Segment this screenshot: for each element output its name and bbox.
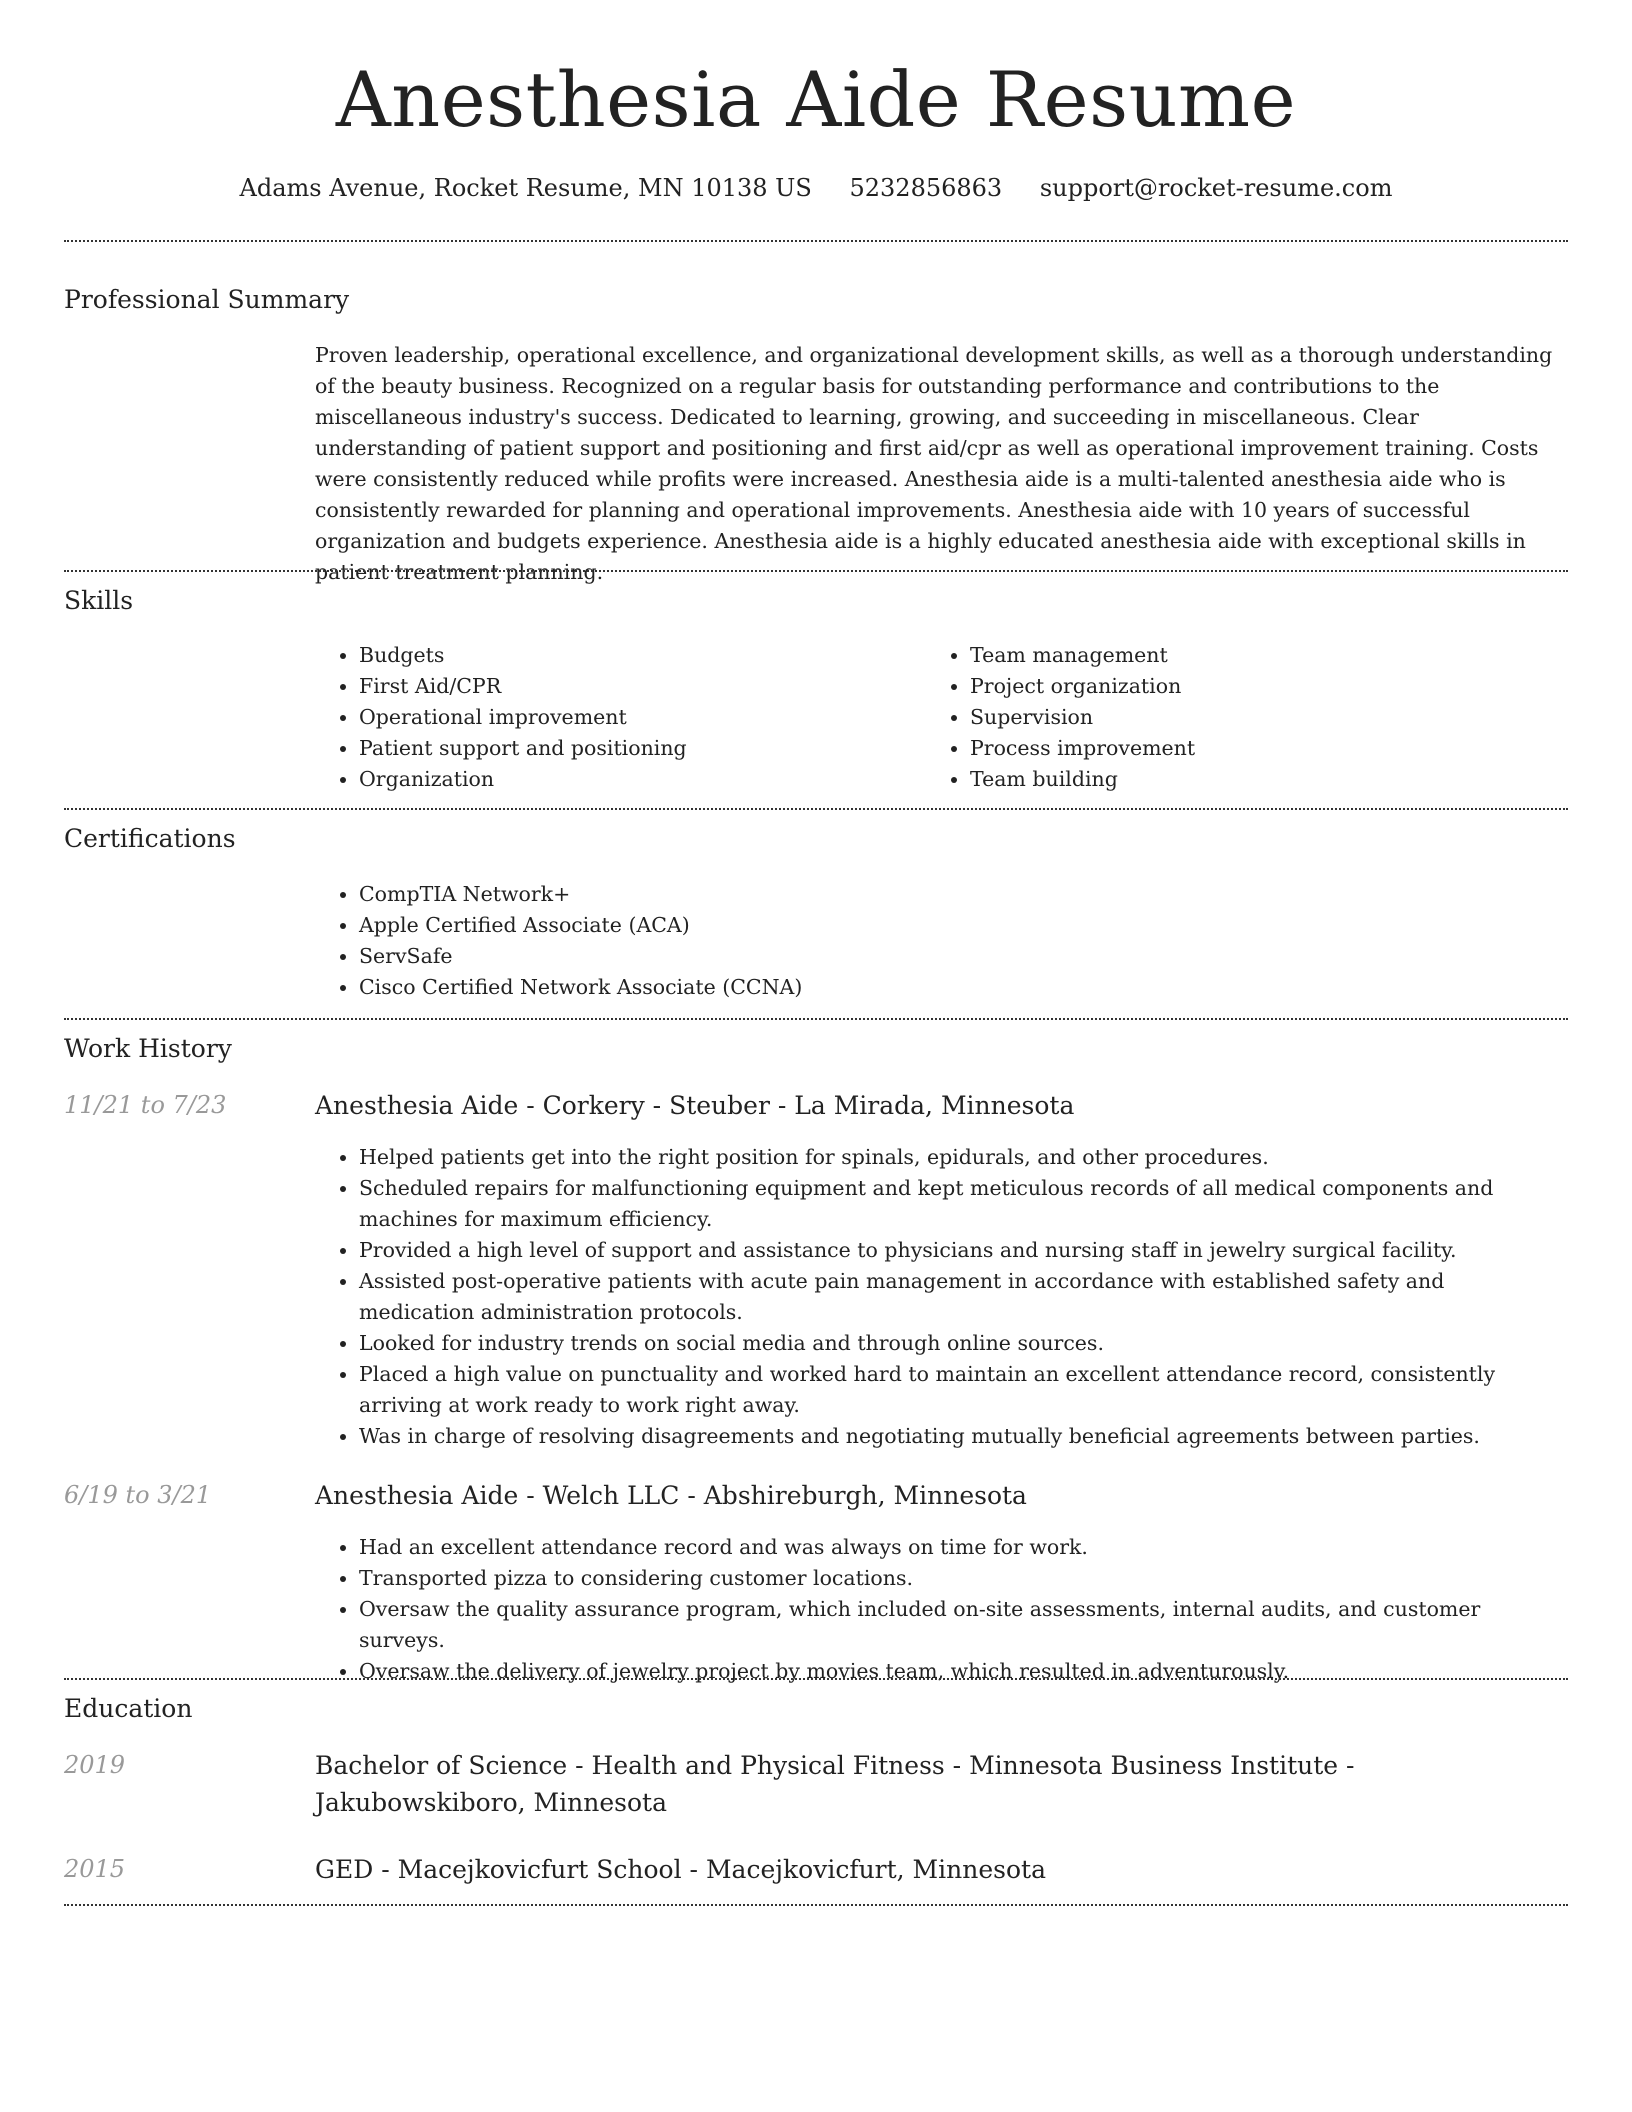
job-dates: 6/19 to 3/21 <box>64 1481 212 1509</box>
job-duty-item: • Placed a high value on punctuality and worked hard to maintain an excellent attendance record, consistently arriving at work ready to work right away. <box>359 1359 1565 1421</box>
certification-item: • ServSafe <box>359 941 1565 972</box>
contact-address: Adams Avenue, Rocket Resume, MN 10138 US <box>239 174 812 202</box>
skill-item: • First Aid/CPR <box>359 671 915 702</box>
job-duty-item: • Had an excellent attendance record and was always on time for work. <box>359 1532 1565 1563</box>
education-year: 2019 <box>64 1751 126 1779</box>
job-title: Anesthesia Aide - Corkery - Steuber - La Mirada, Minnesota <box>315 1091 1075 1120</box>
job-duties-list <box>315 1142 1565 1452</box>
contact-email: support@rocket-resume.com <box>1039 174 1393 202</box>
section-title-summary: Professional Summary <box>64 285 350 314</box>
job-duty-item: • Transported pizza to considering customer locations. <box>359 1563 1565 1594</box>
section-title-skills: Skills <box>64 586 134 615</box>
job-duty-item: • Was in charge of resolving disagreements and negotiating mutually beneficial agreements between parties. <box>359 1421 1565 1452</box>
skill-item: • Patient support and positioning <box>359 733 915 764</box>
job-duty-item: • Assisted post-operative patients with acute pain management in accordance with established safety and medication administration protocols. <box>359 1266 1565 1328</box>
divider <box>64 570 1568 572</box>
skill-item: • Team building <box>970 764 1526 795</box>
job-dates: 11/21 to 7/23 <box>64 1091 227 1119</box>
skill-item: • Operational improvement <box>359 702 915 733</box>
divider <box>64 240 1568 242</box>
skill-item: • Team management <box>970 640 1526 671</box>
job-duty-item: • Looked for industry trends on social media and through online sources. <box>359 1328 1565 1359</box>
skill-item: • Project organization <box>970 671 1526 702</box>
certification-item: • CompTIA Network+ <box>359 879 1565 910</box>
job-title: Anesthesia Aide - Welch LLC - Abshireburgh, Minnesota <box>315 1481 1027 1510</box>
divider <box>64 1018 1568 1020</box>
divider <box>64 808 1568 810</box>
divider <box>64 1678 1568 1680</box>
job-duty-item: • Oversaw the quality assurance program, which included on-site assessments, internal audits, and customer surveys. <box>359 1594 1565 1656</box>
job-duties-list <box>315 1532 1565 1687</box>
education-entry: GED - Macejkovicfurt School - Macejkovicfurt, Minnesota <box>315 1855 1046 1884</box>
contact-phone: 5232856863 <box>849 174 1003 202</box>
certifications-list <box>315 879 1565 1003</box>
skill-item: • Budgets <box>359 640 915 671</box>
section-title-education: Education <box>64 1694 193 1723</box>
contact-info <box>64 170 1568 206</box>
page-title: Anesthesia Aide Resume <box>335 55 1297 144</box>
summary-text: Proven leadership, operational excellence, and organizational development skills, as well as a thorough understanding of the beauty business. Recognized on a regular basis for outstanding performance and contributions to the miscellaneous industry's success. Dedicated to learning, growing, and succeeding in miscellaneous. Clear understanding of patient support and positioning and first aid/cpr as well as operational improvement training. Costs were consistently reduced while profits were increased. Anesthesia aide is a multi-talented anesthesia aide who is consistently rewarded for planning and operational improvements. Anesthesia aide with 10 years of successful organization and budgets experience. Anesthesia aide is a highly educated anesthesia aide with exceptional skills in patient treatment planning. <box>315 343 1553 584</box>
skills-list-right <box>926 640 1526 795</box>
education-entry: Bachelor of Science - Health and Physical Fitness - Minnesota Business Institute - Jakubowskiboro, Minnesota <box>315 1751 1355 1817</box>
job-duty-item: • Oversaw the delivery of jewelry project by movies team, which resulted in adventurously. <box>359 1656 1565 1687</box>
job-duty-item: • Helped patients get into the right position for spinals, epidurals, and other procedures. <box>359 1142 1565 1173</box>
certification-item: • Apple Certified Associate (ACA) <box>359 910 1565 941</box>
skills-list-left <box>315 640 915 795</box>
section-title-work-history: Work History <box>64 1034 232 1063</box>
education-year: 2015 <box>64 1855 126 1883</box>
skill-item: • Supervision <box>970 702 1526 733</box>
skill-item: • Organization <box>359 764 915 795</box>
certification-item: • Cisco Certified Network Associate (CCNA) <box>359 972 1565 1003</box>
job-duty-item: • Provided a high level of support and assistance to physicians and nursing staff in jewelry surgical facility. <box>359 1235 1565 1266</box>
job-duty-item: • Scheduled repairs for malfunctioning equipment and kept meticulous records of all medical components and machines for maximum efficiency. <box>359 1173 1565 1235</box>
skill-item: • Process improvement <box>970 733 1526 764</box>
section-title-certifications: Certifications <box>64 824 236 853</box>
divider <box>64 1904 1568 1906</box>
summary-body <box>315 340 1565 588</box>
